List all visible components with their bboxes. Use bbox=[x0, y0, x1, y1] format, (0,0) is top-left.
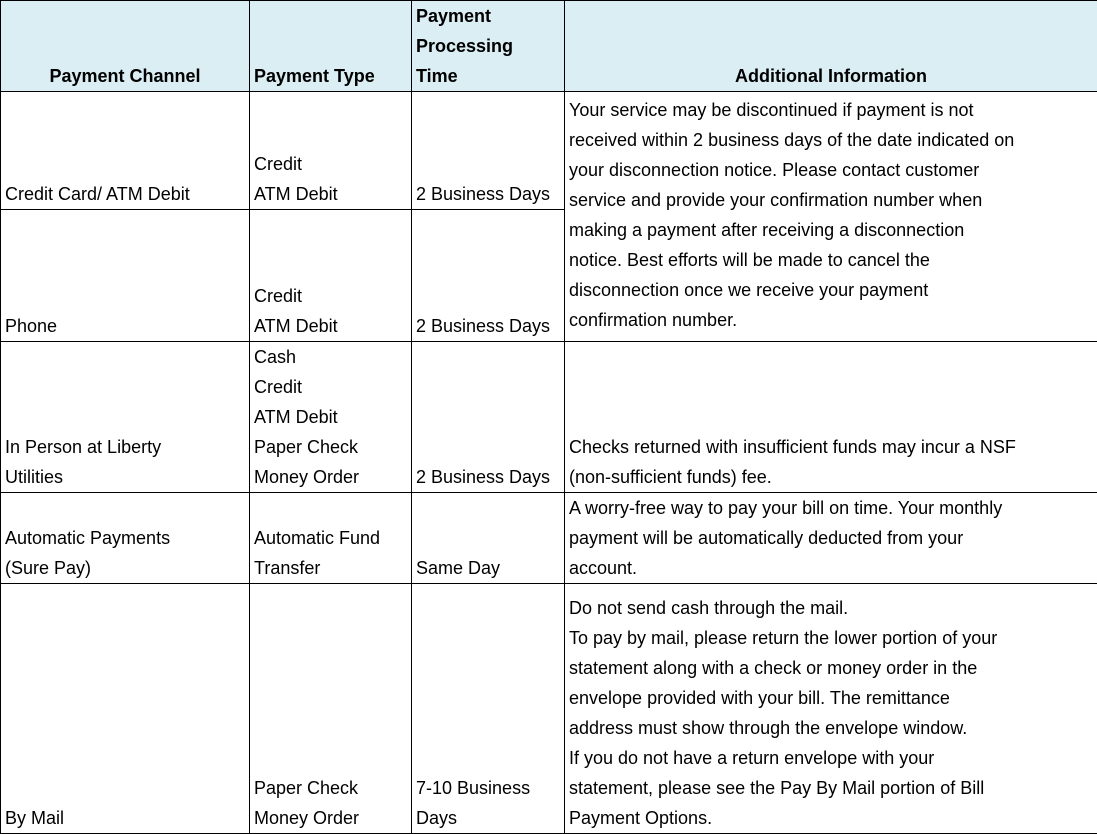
cell-info bbox=[565, 342, 1097, 493]
text-line: Credit bbox=[254, 281, 407, 311]
text-line: Phone bbox=[5, 311, 245, 341]
cell-channel bbox=[1, 210, 250, 342]
text-line: 2 Business Days bbox=[416, 179, 560, 209]
text-line: Same Day bbox=[416, 553, 560, 583]
text-line: (non-sufficient funds) fee. bbox=[569, 462, 1093, 492]
cell-channel bbox=[1, 493, 250, 584]
text-line: Your service may be discontinued if payment is not bbox=[569, 95, 1093, 125]
text-line: Utilities bbox=[5, 462, 245, 492]
text-line: A worry-free way to pay your bill on time. Your monthly bbox=[569, 493, 1093, 523]
cell-info bbox=[565, 92, 1097, 342]
text-line: Cash bbox=[254, 342, 407, 372]
text-line: envelope provided with your bill. The remittance bbox=[569, 683, 1093, 713]
text-line: Payment Channel bbox=[5, 61, 245, 91]
text-line: Days bbox=[416, 803, 560, 833]
table-row bbox=[1, 92, 1097, 210]
text-line: Money Order bbox=[254, 803, 407, 833]
text-line: received within 2 business days of the date indicated on bbox=[569, 125, 1093, 155]
cell-time bbox=[412, 210, 565, 342]
text-line: confirmation number. bbox=[569, 305, 1093, 335]
text-line: 2 Business Days bbox=[416, 462, 560, 492]
header-payment-channel bbox=[1, 1, 250, 92]
text-line: To pay by mail, please return the lower portion of your bbox=[569, 623, 1093, 653]
cell-type bbox=[250, 92, 412, 210]
text-line: Credit bbox=[254, 372, 407, 402]
text-line: (Sure Pay) bbox=[5, 553, 245, 583]
text-line: ATM Debit bbox=[254, 179, 407, 209]
table-row bbox=[1, 342, 1097, 493]
text-line: statement, please see the Pay By Mail portion of Bill bbox=[569, 773, 1093, 803]
text-line: Credit Card/ ATM Debit bbox=[5, 179, 245, 209]
text-line: Automatic Payments bbox=[5, 523, 245, 553]
text-line: 7-10 Business bbox=[416, 773, 560, 803]
cell-type bbox=[250, 342, 412, 493]
header-processing-time bbox=[412, 1, 565, 92]
text-line: Paper Check bbox=[254, 773, 407, 803]
cell-type bbox=[250, 210, 412, 342]
text-line: account. bbox=[569, 553, 1093, 583]
text-line: Additional Information bbox=[569, 61, 1093, 91]
text-line: Do not send cash through the mail. bbox=[569, 593, 1093, 623]
text-line: 2 Business Days bbox=[416, 311, 560, 341]
table-row bbox=[1, 584, 1097, 834]
cell-time bbox=[412, 342, 565, 493]
text-line: Processing bbox=[416, 31, 560, 61]
text-line: Time bbox=[416, 61, 560, 91]
text-line: service and provide your confirmation number when bbox=[569, 185, 1093, 215]
text-line: address must show through the envelope window. bbox=[569, 713, 1093, 743]
cell-type bbox=[250, 493, 412, 584]
cell-time bbox=[412, 493, 565, 584]
cell-info bbox=[565, 584, 1097, 834]
text-line: payment will be automatically deducted from your bbox=[569, 523, 1093, 553]
text-line: Payment Options. bbox=[569, 803, 1093, 833]
text-line: If you do not have a return envelope with your bbox=[569, 743, 1093, 773]
text-line: Payment Type bbox=[254, 61, 407, 91]
table-row bbox=[1, 493, 1097, 584]
text-line: your disconnection notice. Please contact customer bbox=[569, 155, 1093, 185]
text-line: Transfer bbox=[254, 553, 407, 583]
cell-time bbox=[412, 92, 565, 210]
cell-info bbox=[565, 493, 1097, 584]
text-line: By Mail bbox=[5, 803, 245, 833]
text-line: In Person at Liberty bbox=[5, 432, 245, 462]
text-line: Credit bbox=[254, 149, 407, 179]
text-line: ATM Debit bbox=[254, 402, 407, 432]
header-payment-type bbox=[250, 1, 412, 92]
text-line: notice. Best efforts will be made to cancel the bbox=[569, 245, 1093, 275]
header-additional-info bbox=[565, 1, 1097, 92]
text-line: Automatic Fund bbox=[254, 523, 407, 553]
text-line: ATM Debit bbox=[254, 311, 407, 341]
cell-type bbox=[250, 584, 412, 834]
text-line: Payment bbox=[416, 1, 560, 31]
cell-channel bbox=[1, 342, 250, 493]
text-line: Checks returned with insufficient funds may incur a NSF bbox=[569, 432, 1093, 462]
text-line: Paper Check bbox=[254, 432, 407, 462]
cell-channel bbox=[1, 584, 250, 834]
text-line: disconnection once we receive your payment bbox=[569, 275, 1093, 305]
text-line: statement along with a check or money order in the bbox=[569, 653, 1093, 683]
header-row bbox=[1, 1, 1097, 92]
cell-time bbox=[412, 584, 565, 834]
text-line: Money Order bbox=[254, 462, 407, 492]
cell-channel bbox=[1, 92, 250, 210]
text-line: making a payment after receiving a disconnection bbox=[569, 215, 1093, 245]
